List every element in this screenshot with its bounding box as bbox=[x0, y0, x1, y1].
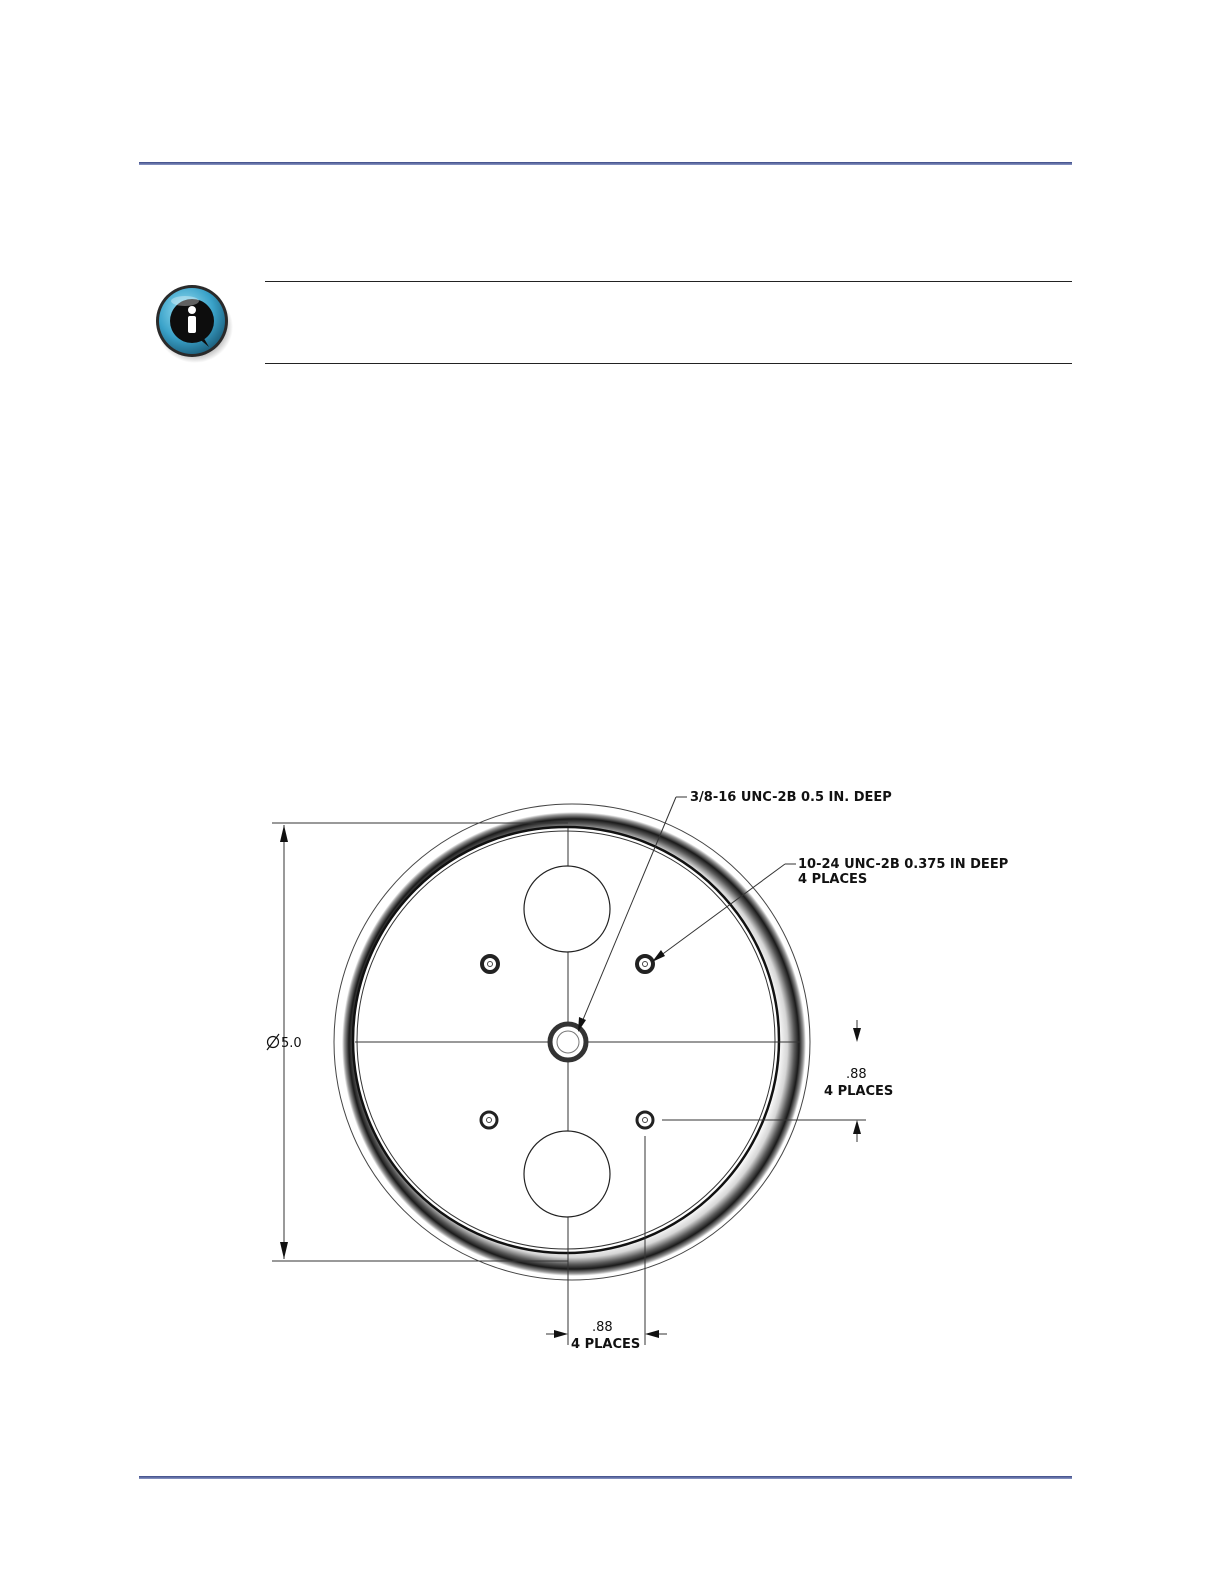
diameter-arrow-top bbox=[280, 825, 288, 842]
horizontal-dim-arrow-right bbox=[645, 1330, 659, 1338]
small-threaded-hole bbox=[482, 956, 498, 972]
upper-bore bbox=[524, 866, 610, 952]
small-threaded-hole bbox=[637, 1112, 653, 1128]
horizontal-spacing-value: .88 bbox=[592, 1320, 613, 1335]
diameter-label: 5.0 bbox=[281, 1036, 302, 1051]
center-threaded-hole bbox=[550, 1024, 586, 1060]
small-threaded-hole bbox=[637, 956, 653, 972]
horizontal-spacing-note: 4 PLACES bbox=[571, 1337, 641, 1352]
center-thread-callout: 3/8-16 UNC-2B 0.5 IN. DEEP bbox=[690, 790, 892, 805]
diameter-symbol bbox=[267, 1034, 279, 1050]
vertical-dim-arrow-bottom bbox=[853, 1120, 861, 1134]
vertical-spacing-note: 4 PLACES bbox=[824, 1084, 894, 1099]
small-thread-callout-line2: 4 PLACES bbox=[798, 872, 868, 887]
lower-bore bbox=[524, 1131, 610, 1217]
horizontal-dim-arrow-left bbox=[554, 1330, 568, 1338]
diameter-arrow-bottom bbox=[280, 1242, 288, 1259]
vertical-spacing-value: .88 bbox=[846, 1067, 867, 1082]
footer-rule bbox=[139, 1476, 1072, 1479]
vertical-dim-arrow-top bbox=[853, 1028, 861, 1042]
small-threaded-hole bbox=[481, 1112, 497, 1128]
small-thread-callout-line1: 10-24 UNC-2B 0.375 IN DEEP bbox=[798, 857, 1009, 872]
